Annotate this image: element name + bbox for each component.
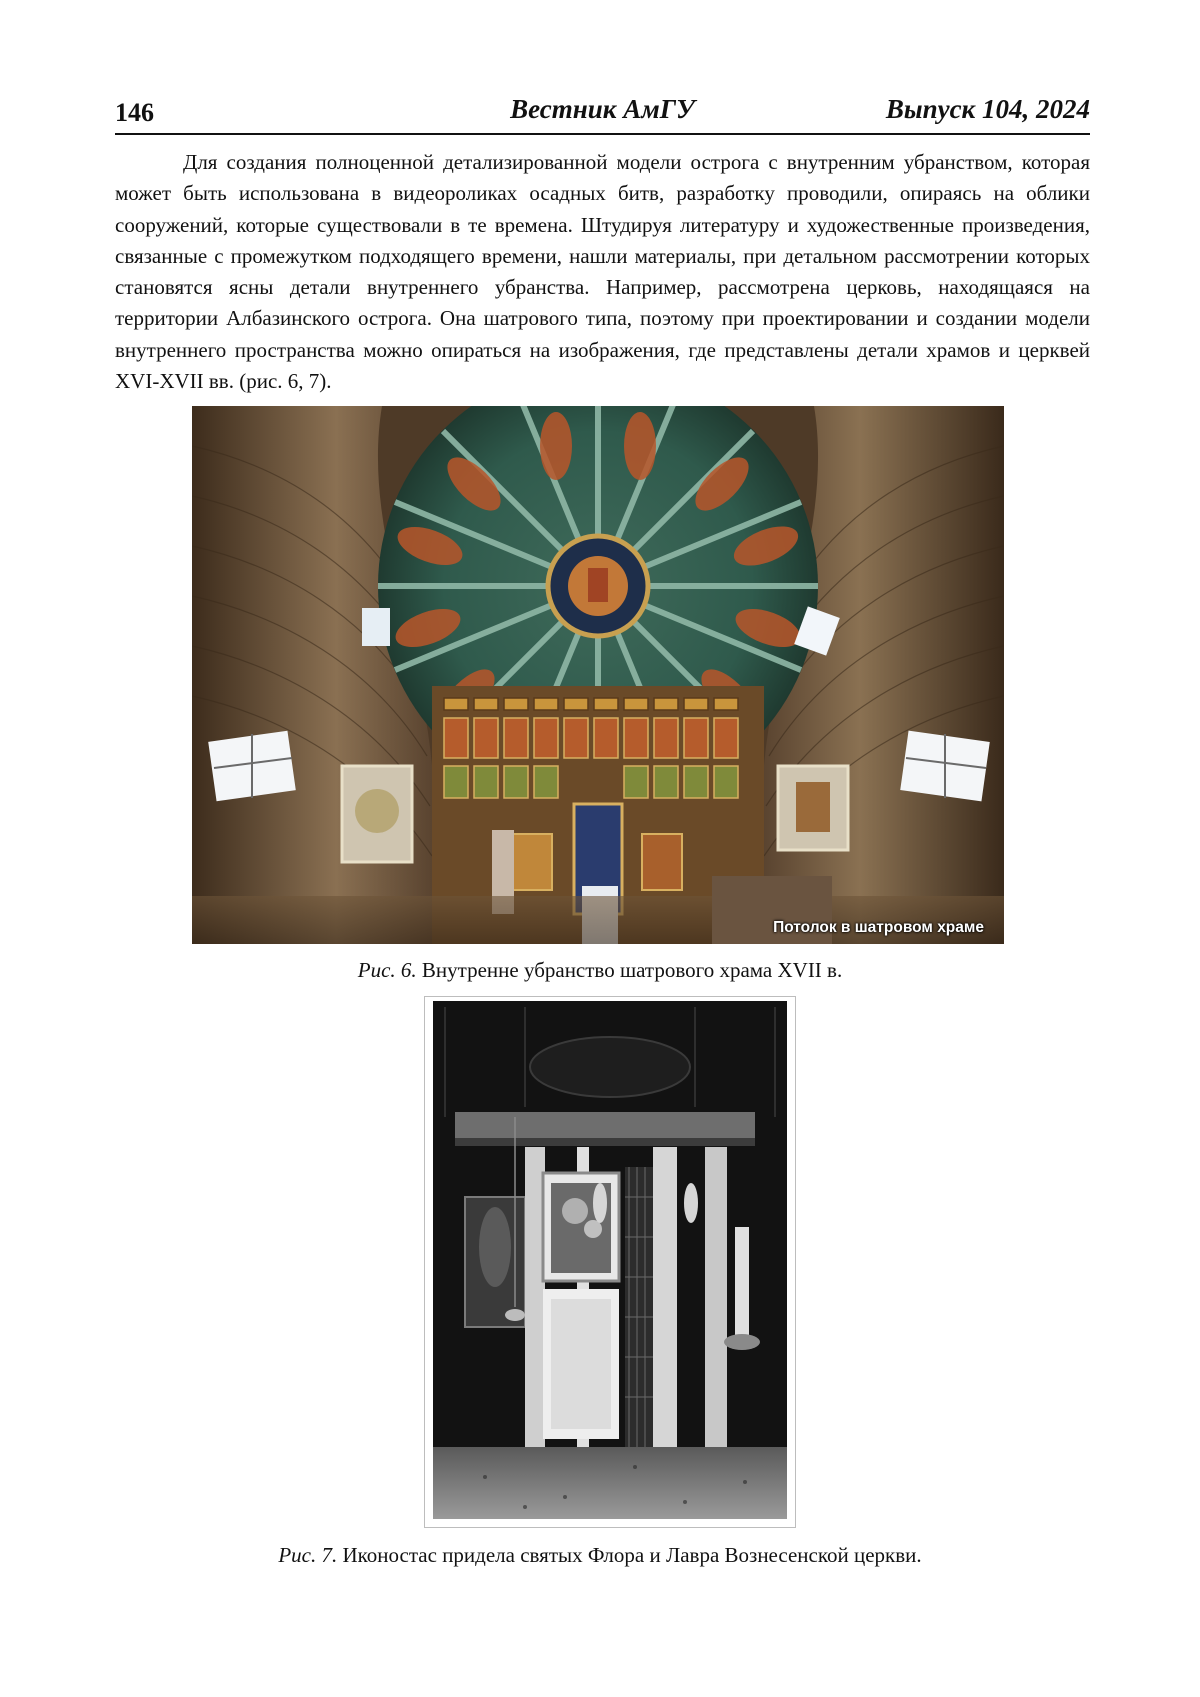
figure-7-label: Рис. 7.: [278, 1543, 338, 1567]
figure-6-caption-text: Внутренне убранство шатрового храма XVII в.: [421, 958, 843, 982]
figure-6-photo: [192, 406, 1004, 944]
paragraph: Для создания полноценной детализированной модели острога с внутренним убранством, которая может быть использована в видеороликах осадных битв, разработку проводили, опираясь на облики сооружений, которые существовали в те времена. Штудируя литературу и художественные произведения, связанные с промежутком подходящего времени, нашли материалы, при детальном рассмотрении которых становятся ясны детали внутреннего убранства. Например, рассмотрена церковь, находящаяся на территории Албазинского острога. Она шатрового типа, поэтому при проектировании и создании модели внутреннего пространства можно опираться на изображения, где представлены детали храмов и церквей XVI-XVII вв. (рис. 6, 7).: [115, 150, 1090, 394]
figure-7-caption: [0, 1543, 1200, 1568]
figure-6-overlay-label: Потолок в шатровом храме: [773, 919, 984, 936]
header-rule: [115, 133, 1090, 135]
body-text: [115, 147, 1090, 397]
figure-7-caption-text: Иконостас придела святых Флора и Лавра Вознесенской церкви.: [342, 1543, 922, 1567]
journal-title: Вестник АмГУ: [510, 94, 695, 124]
figure-6-label: Рис. 6.: [357, 958, 417, 982]
figure-7-photo: [424, 996, 796, 1528]
figure-6-caption: [0, 958, 1200, 983]
page-number: 146: [115, 98, 154, 127]
issue-info: Выпуск 104, 2024: [885, 94, 1090, 124]
running-header: [115, 88, 1090, 134]
